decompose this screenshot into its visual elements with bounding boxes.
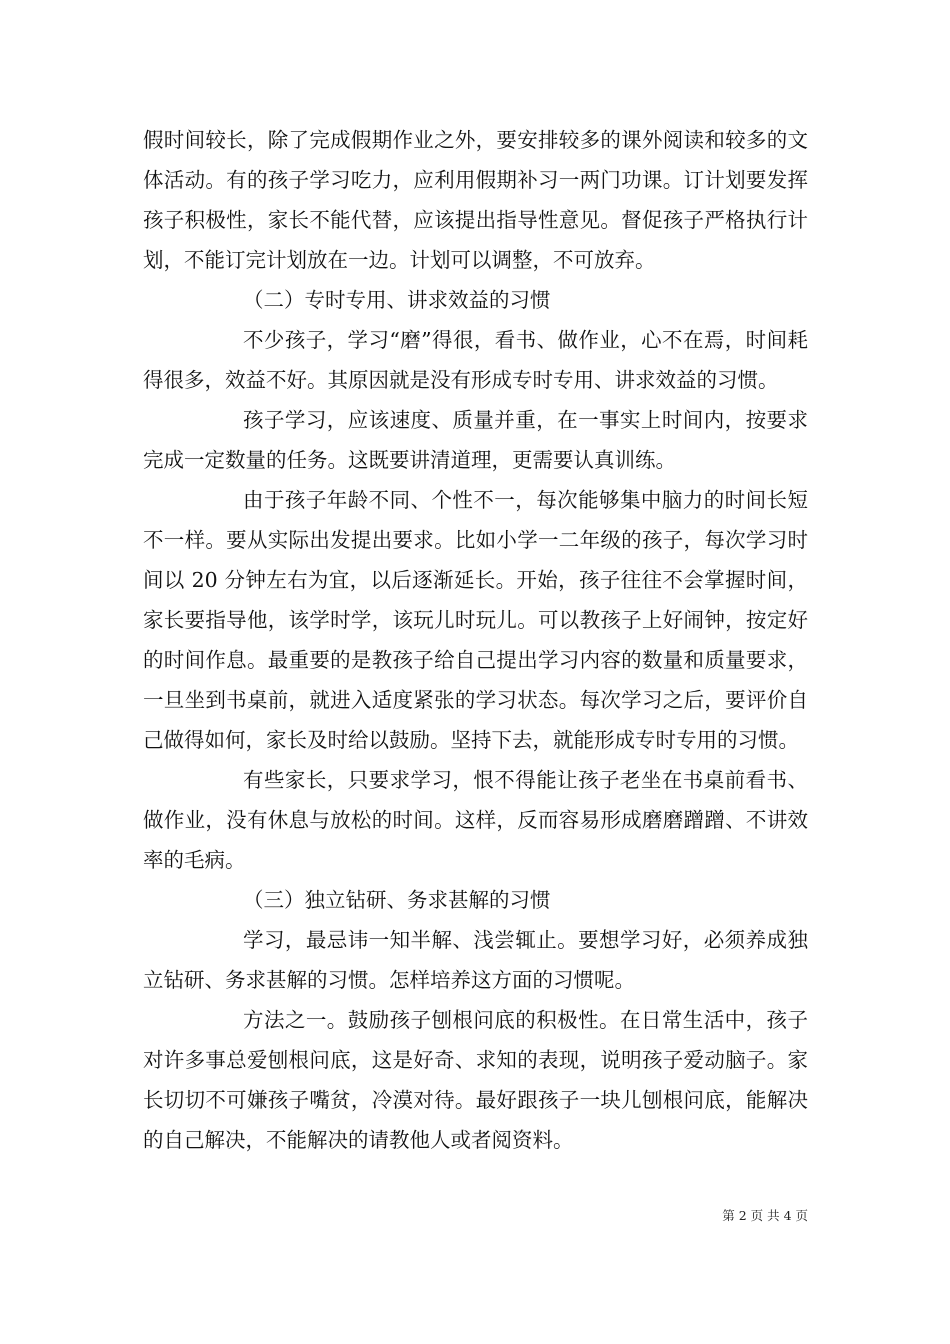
paragraph: 学习，最忌讳一知半解、浅尝辄止。要想学习好，必须养成独立钻研、务求甚解的习惯。怎样培养这方面的习惯呢。 — [143, 928, 808, 992]
paragraph: 方法之一。鼓励孩子刨根问底的积极性。在日常生活中，孩子对许多事总爱刨根问底，这是好奇、求知的表现，说明孩子爱动脑子。家长切切不可嫌孩子嘴贫，冷漠对待。最好跟孩子一块儿刨根问底，能解决的自己解决，不能解决的请教他人或者阅资料。 — [143, 1008, 808, 1152]
section-heading-2: （二）专时专用、讲求效益的习惯 — [243, 288, 551, 312]
paragraph-continued: 假时间较长，除了完成假期作业之外，要安排较多的课外阅读和较多的文体活动。有的孩子学习吃力，应利用假期补习一两门功课。订计划要发挥孩子积极性，家长不能代替，应该提出指导性意见。督促孩子严格执行计划，不能订完计划放在一边。计划可以调整，不可放弃。 — [143, 128, 808, 272]
paragraph: 有些家长，只要求学习，恨不得能让孩子老坐在书桌前看书、做作业，没有休息与放松的时间。这样，反而容易形成磨磨蹭蹭、不讲效率的毛病。 — [143, 768, 808, 872]
paragraph: 不少孩子，学习“磨”得很，看书、做作业，心不在焉，时间耗得很多，效益不好。其原因就是没有形成专时专用、讲求效益的习惯。 — [143, 328, 808, 392]
paragraph: 由于孩子年龄不同、个性不一，每次能够集中脑力的时间长短不一样。要从实际出发提出要求。比如小学一二年级的孩子，每次学习时间以 20 分钟左右为宜，以后逐渐延长。开始，孩子往往不会掌握时间，家长要指导他，该学时学，该玩儿时玩儿。可以教孩子上好闹钟，按定好的时间作息。最重要的是教孩子给自己提出学习内容的数量和质量要求，一旦坐到书桌前，就进入适度紧张的学习状态。每次学习之后，要评价自己做得如何，家长及时给以鼓励。坚持下去，就能形成专时专用的习惯。 — [143, 488, 808, 752]
document-body — [143, 120, 808, 1160]
page-number-footer: 第 2 页 共 4 页 — [722, 1208, 808, 1223]
paragraph: 孩子学习，应该速度、质量并重，在一事实上时间内，按要求完成一定数量的任务。这既要讲清道理，更需要认真训练。 — [143, 408, 808, 472]
section-heading-3: （三）独立钻研、务求甚解的习惯 — [243, 888, 551, 912]
